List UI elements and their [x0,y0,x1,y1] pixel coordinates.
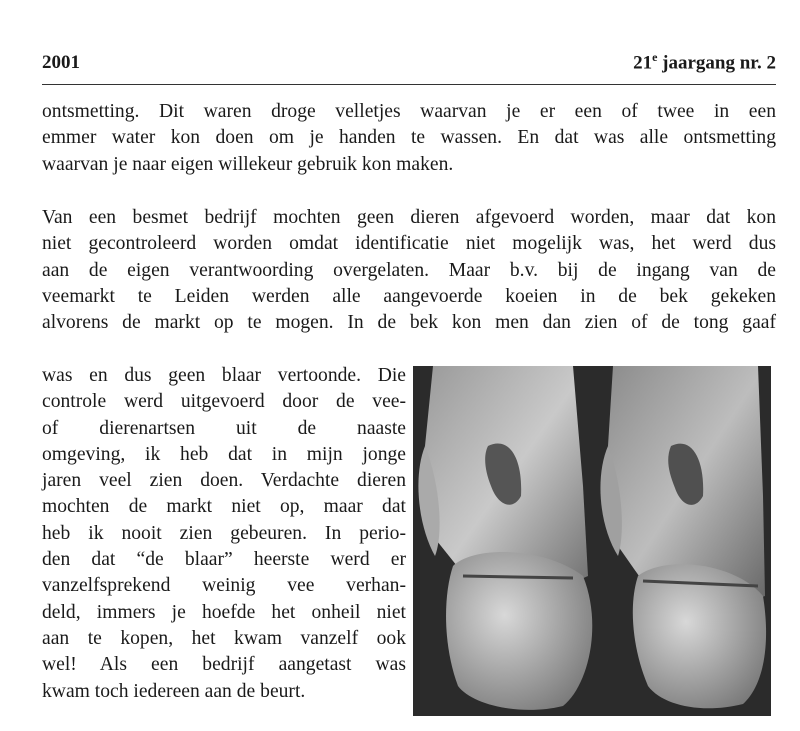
text-line: emmer water kon doen om je handen te wassen. En dat was alle ontsmetting [42,127,776,149]
page-header [42,50,776,74]
text-line: Van een besmet bedrijf mochten geen dieren afgevoerd worden, maar dat kon [42,207,776,228]
header-year: 2001 [42,52,80,74]
text-line: of dierenartsen uit de naaste [42,417,406,439]
text-line: ontsmetting. Dit waren droge velletjes waarvan je er een of twee in een [42,101,776,122]
volume-superscript: e [652,50,658,64]
header-volume [633,50,776,74]
text-line: alvorens de markt op te mogen. In de bek kon men dan zien of de tong gaaf [42,312,776,334]
hooves-photo-illustration [413,366,771,716]
text-line: niet gecontroleerd worden omdat identificatie niet mogelijk was, het werd dus [42,233,776,255]
paragraph-1 [42,99,776,178]
paragraph-3 [42,363,406,705]
text-line: wel! Als een bedrijf aangetast was [42,654,406,676]
text-line: kwam toch iedereen aan de beurt. [42,680,306,702]
text-line: mochten de markt niet op, maar dat [42,496,406,518]
text-line: controle werd uitgevoerd door de vee- [42,391,406,413]
paragraph-2 [42,205,776,336]
text-line: aan de eigen verantwoording overgelaten. Maar b.v. bij de ingang van de [42,259,776,281]
text-line: veemarkt te Leiden werden alle aangevoerde koeien in de bek gekeken [42,285,776,307]
text-line: vanzelfsprekend weinig vee verhan- [42,575,406,597]
text-line: was en dus geen blaar vertoonde. Die [42,365,406,386]
volume-number: 21 [633,52,653,74]
volume-label: jaargang nr. 2 [657,52,776,74]
hooves-photo [413,366,771,716]
text-line: waarvan je naar eigen willekeur gebruik kon maken. [42,153,454,175]
text-line: jaren veel zien doen. Verdachte dieren [42,470,406,492]
text-line: den dat “de blaar” heerste werd er [42,549,406,571]
text-line: aan te kopen, het kwam vanzelf ook [42,627,406,649]
header-rule [42,84,776,85]
text-line: heb ik nooit zien gebeuren. In perio- [42,522,406,544]
text-line: omgeving, ik heb dat in mijn jonge [42,443,406,465]
text-line: deld, immers je hoefde het onheil niet [42,601,406,623]
